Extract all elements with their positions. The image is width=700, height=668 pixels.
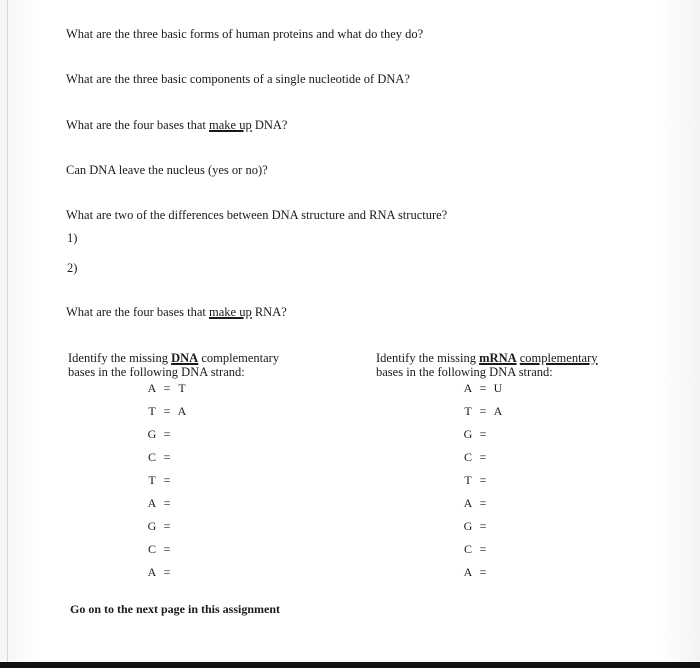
dna-pair-row (146, 381, 188, 395)
dna-heading-line-1 (68, 352, 279, 366)
dna-pair-base: A (147, 381, 157, 395)
dna-pair-comp: A (177, 404, 187, 418)
mrna-pair-eq: = (479, 496, 487, 510)
dna-pair-row (146, 519, 188, 533)
dna-pair-base: T (148, 473, 156, 487)
dna-exercise-heading (68, 352, 279, 379)
question-6-text-a: What are the four bases that (66, 305, 209, 319)
mrna-pair-comp: A (493, 404, 503, 418)
mrna-heading-text-b: complementary (519, 351, 598, 365)
mrna-pair-eq: = (479, 565, 487, 579)
mrna-pair-eq: = (479, 473, 487, 487)
dna-heading-line-2: bases in the following DNA strand: (68, 364, 245, 379)
question-6-text-b: RNA? (251, 305, 287, 319)
dna-pair-base: C (147, 542, 156, 556)
dna-pair-row (146, 427, 188, 441)
dna-pair-row (146, 450, 188, 464)
dna-pair-base: G (147, 519, 157, 533)
mrna-pair-base: G (463, 427, 473, 441)
mrna-pair-eq: = (479, 381, 487, 395)
dna-pair-eq: = (163, 473, 171, 487)
mrna-pair-base: T (464, 473, 472, 487)
dna-pair-eq: = (163, 427, 171, 441)
mrna-pair-row (462, 542, 504, 556)
page-edge-bottom (0, 662, 700, 668)
mrna-pair-row (462, 427, 504, 441)
mrna-pair-row (462, 519, 504, 533)
dna-pair-eq: = (163, 519, 171, 533)
mrna-pair-row (462, 473, 504, 487)
dna-pair-eq: = (163, 542, 171, 556)
mrna-pair-row (462, 381, 504, 395)
dna-heading-keyword: DNA (171, 351, 199, 365)
mrna-pair-base: A (463, 381, 473, 395)
mrna-pair-eq: = (479, 450, 487, 464)
mrna-pair-eq: = (479, 404, 487, 418)
mrna-heading-line-1 (376, 352, 598, 366)
dna-pair-base: G (147, 427, 157, 441)
question-3 (66, 118, 287, 133)
mrna-pair-eq: = (479, 542, 487, 556)
dna-pair-base: T (148, 404, 156, 418)
dna-pair-eq: = (163, 404, 171, 418)
dna-pair-row (146, 496, 188, 510)
mrna-pair-base: C (463, 450, 472, 464)
dna-pair-eq: = (163, 450, 171, 464)
mrna-pair-base: A (463, 565, 473, 579)
mrna-pair-eq: = (479, 427, 487, 441)
mrna-pair-comp: U (493, 381, 503, 395)
mrna-pair-row (462, 404, 504, 418)
question-3-text-b: DNA? (251, 118, 288, 132)
mrna-pair-base: C (463, 542, 472, 556)
mrna-pair-row (462, 450, 504, 464)
question-5: What are two of the differences between DNA structure and RNA structure? (66, 208, 448, 222)
question-5-item-1: 1) (67, 231, 78, 245)
question-3-underlined: make up (209, 118, 252, 132)
question-3-text-a: What are the four bases that (66, 118, 209, 132)
question-1: What are the three basic forms of human proteins and what do they do? (66, 27, 424, 41)
dna-heading-text-a: Identify the missing (68, 351, 172, 365)
mrna-pair-eq: = (479, 519, 487, 533)
mrna-pair-base: A (463, 496, 473, 510)
dna-pair-base: C (147, 450, 156, 464)
question-2: What are the three basic components of a single nucleotide of DNA? (66, 72, 410, 86)
dna-pair-eq: = (163, 496, 171, 510)
page-edge-left (7, 0, 8, 662)
dna-heading-text-b: complementary (198, 351, 280, 365)
dna-pair-row (146, 404, 188, 418)
dna-pair-row (146, 565, 188, 579)
dna-pair-base: A (147, 496, 157, 510)
question-6-underlined: make up (209, 305, 252, 319)
footer-instruction: Go on to the next page in this assignment (70, 602, 281, 616)
mrna-exercise-heading (376, 352, 598, 379)
mrna-heading-line-2: bases in the following DNA strand: (376, 364, 553, 379)
dna-pair-eq: = (163, 565, 171, 579)
dna-pair-row (146, 473, 188, 487)
dna-pair-eq: = (163, 381, 171, 395)
mrna-pair-row (462, 565, 504, 579)
dna-pair-base: A (147, 565, 157, 579)
mrna-pair-base: T (464, 404, 472, 418)
dna-pair-comp: T (178, 381, 186, 395)
mrna-pair-base: G (463, 519, 473, 533)
mrna-pair-row (462, 496, 504, 510)
mrna-heading-keyword: mRNA (479, 351, 517, 365)
question-4: Can DNA leave the nucleus (yes or no)? (66, 163, 268, 177)
question-5-item-2: 2) (67, 261, 78, 275)
question-6 (66, 305, 287, 320)
mrna-heading-text-a: Identify the missing (376, 351, 480, 365)
dna-pair-row (146, 542, 188, 556)
